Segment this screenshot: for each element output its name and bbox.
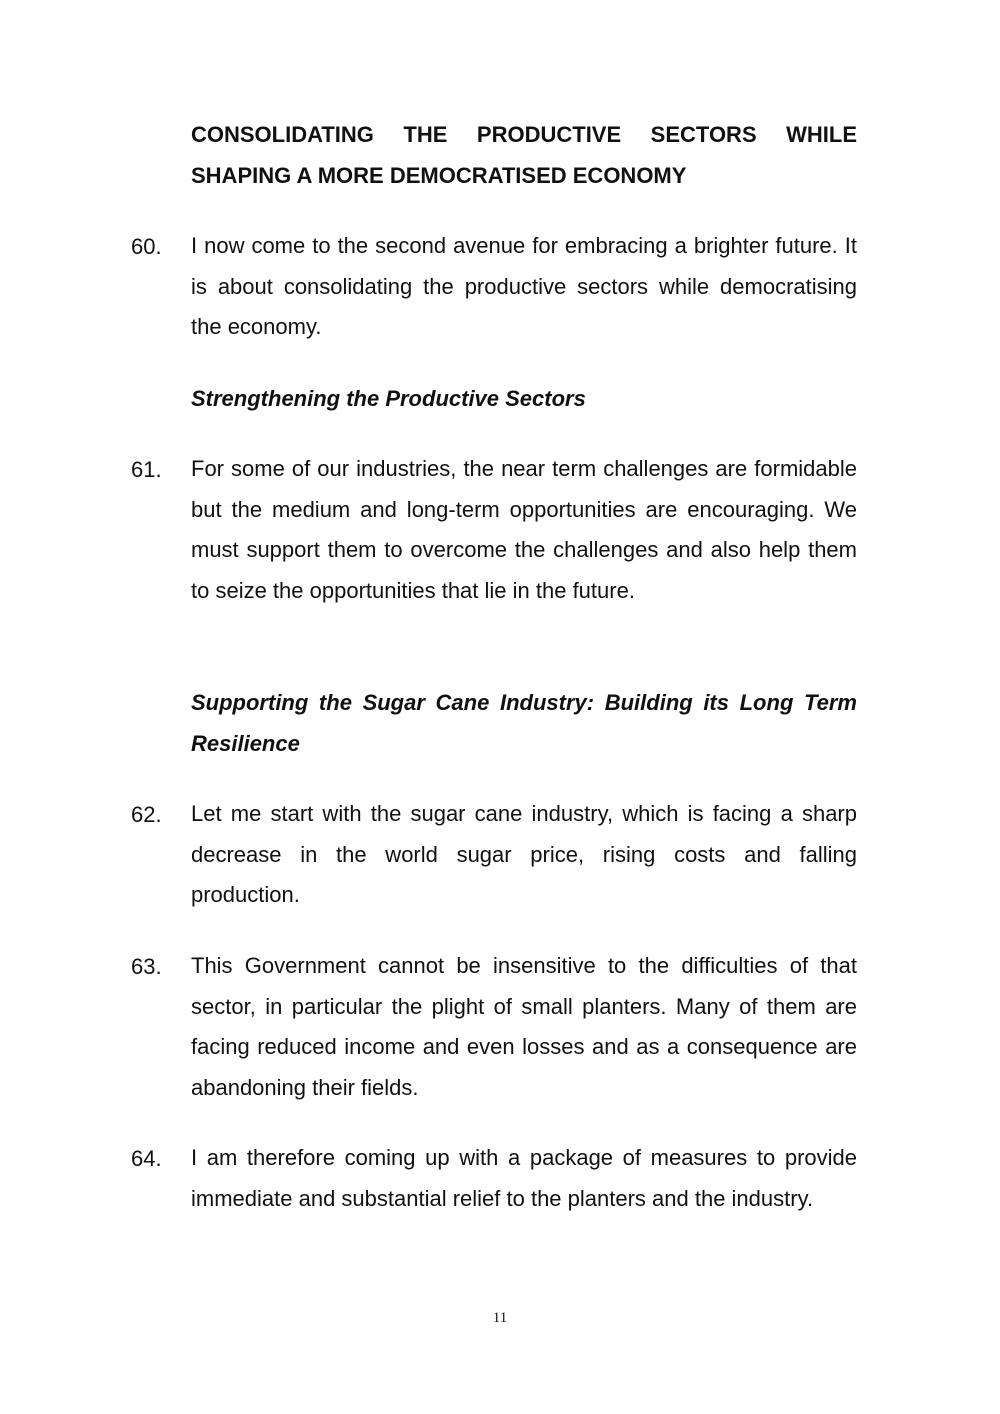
section-title: CONSOLIDATING THE PRODUCTIVE SECTORS WHILE SHAPING A MORE DEMOCRATISED ECONOMY bbox=[191, 122, 857, 188]
page-number: 11 bbox=[492, 1310, 508, 1326]
paragraph-number: 62. bbox=[131, 802, 162, 827]
paragraph-text: I now come to the second avenue for embracing a brighter future. It is about consolidating the productive sectors while democratising the economy. bbox=[191, 233, 857, 339]
paragraph-number: 63. bbox=[131, 954, 162, 979]
paragraph-text: For some of our industries, the near term challenges are formidable but the medium and long-term opportunities are encouraging. We must support them to overcome the challenges and also help them to seize the opportunities that lie in the future. bbox=[191, 456, 857, 603]
paragraph-text: I am therefore coming up with a package of measures to provide immediate and substantial relief to the planters and the industry. bbox=[191, 1145, 857, 1211]
paragraph-number: 60. bbox=[131, 234, 162, 259]
subheading-productive-sectors: Strengthening the Productive Sectors bbox=[191, 386, 586, 411]
paragraph-text: Let me start with the sugar cane industry, which is facing a sharp decrease in the world sugar price, rising costs and falling production. bbox=[191, 801, 857, 907]
paragraph-number: 61. bbox=[131, 457, 162, 482]
paragraph-text: This Government cannot be insensitive to the difficulties of that sector, in particular the plight of small planters. Many of them are facing reduced income and even losses and as a consequence are abandoning their fields. bbox=[191, 953, 857, 1100]
subheading-sugar-cane: Supporting the Sugar Cane Industry: Building its Long Term Resilience bbox=[191, 690, 857, 756]
paragraph-number: 64. bbox=[131, 1146, 162, 1171]
